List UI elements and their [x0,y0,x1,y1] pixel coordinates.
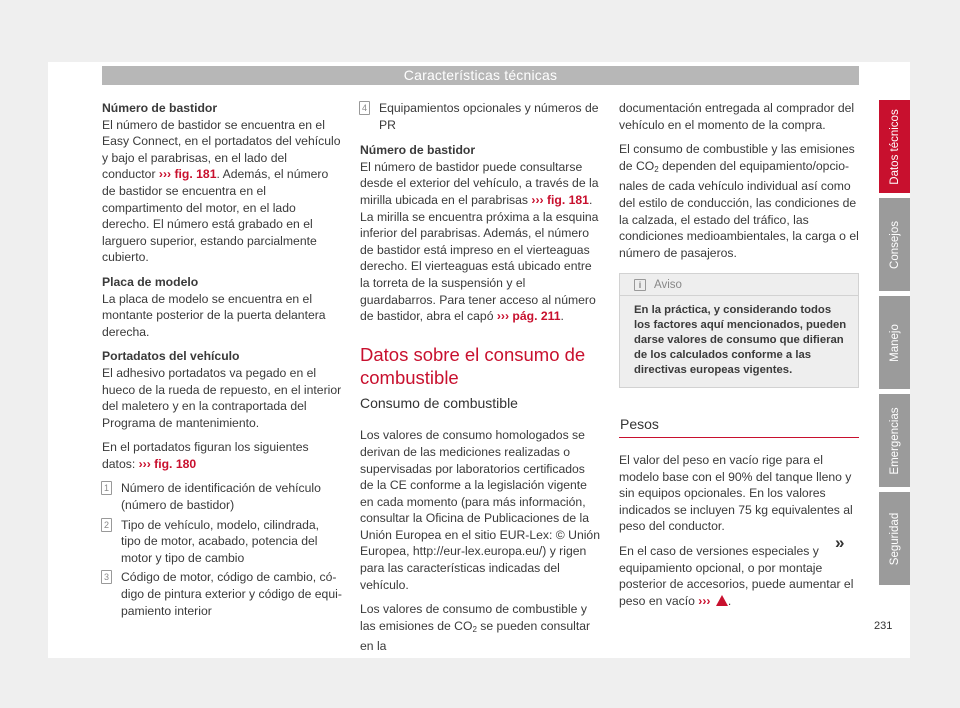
warning-link[interactable]: ››› [698,593,711,608]
pesos-heading-wrap [619,416,859,438]
number-badge: 1 [101,481,112,495]
aviso-title: Aviso [654,278,682,291]
section-heading-consumo: Datos sobre el consumo de combustible [360,343,586,388]
page-number: 231 [874,620,893,632]
heading-portadatos: Portadatos del vehículo [102,349,240,364]
paragraph-figuran: En el portadatos figuran los siguientes datos: ››› fig. 180 [102,440,309,471]
fig-180-link[interactable]: ››› fig. 180 [138,456,197,471]
number-badge: 4 [359,101,370,115]
fig-181-link-2[interactable]: ››› fig. 181 [531,192,589,207]
paragraph-bastidor: El número de bastidor se encuentra en el Easy Connect, en el portadatos del vehículo y bajo el parabrisas, en el lado del conductor ››› fig. 181. Además, el número de bastidor se encuentra en el compartimento del motor, en el lado derecho. El número está grabado en el larguero superior, estando parcialmente cubierto. [102,117,341,265]
list-item-2: 2 Tipo de vehículo, modelo, cilindrada, tipo de motor, acabado, potencia del motor y tipo de cambio [102,517,342,567]
subsection-heading-consumo: Consumo de combustible [360,394,518,411]
paragraph-placa: La placa de modelo se encuentra en el montante posterior de la puerta delantera derecha. [102,291,326,339]
heading-placa-modelo: Placa de modelo [102,274,199,289]
aviso-header [620,274,858,296]
warning-icon [716,595,728,606]
tab-datos-tecnicos[interactable]: Datos técnicos [879,100,910,193]
aviso-box [619,273,859,388]
paragraph-co2: El consumo de combustible y las emisiones de $CO_2$ dependen del equipamiento/opcionales de cada vehículo individual así como del estilo de conducción, las condiciones de la calzada, el estado del tráfico, las condiciones medioambientales, la carga o el número de pasajeros. [619,142,859,260]
column-2 [360,100,600,663]
number-badge: 2 [101,518,112,532]
section-heading-pesos: Pesos [619,416,859,438]
number-badge: 3 [101,570,112,584]
paragraph-portadatos: El adhesivo portadatos va pegado en el hueco de la rueda de repuesto, en el interior del maletero y en la contraportada del Programa de mantenimiento. [102,365,342,430]
tab-seguridad[interactable]: Seguridad [879,492,910,585]
heading-numero-bastidor-2: Número de bastidor [360,143,476,158]
paragraph-valores: Los valores de consumo homologados se derivan de las mediciones realizadas o supervisadas por laboratorios certificados de la CE conforme a la legislación vigente en cada momento (para más información, consultar la Oficina de Publicaciones de la Unión Europea en el sitio EUR-Lex: © Unión Europea, http://eur-lex.europa.eu/) y rigen para las características indicadas del vehículo. [360,428,600,592]
page-211-link[interactable]: ››› pág. 211 [496,309,561,324]
info-icon: i [634,279,646,291]
page-header: Características técnicas [102,66,859,85]
aviso-text: En la práctica, y considerando todos los factores aquí mencionados, pueden darse valores de consumo que difieran de los calculados conforme a las directivas europeas vigentes. [634,304,847,377]
tab-manejo[interactable]: Manejo [879,296,910,389]
list-item-4: 4 Equipamientos opcionales y números de PR [360,100,600,133]
paragraph-peso: El valor del peso en vacío rige para el modelo base con el 90% del tanque lleno y sin equipos opcionales. En los valores indicados se incluyen 75 kg equivalentes al peso del conductor. [619,452,853,534]
tab-emergencias[interactable]: Emergencias [879,394,910,487]
list-item-3: 3 Código de motor, código de cambio, código de pintura exterior y código de equipamiento interior [102,569,342,619]
tab-consejos[interactable]: Consejos [879,198,910,291]
column-3 [619,100,859,617]
paragraph-documentacion: documentación entregada al comprador del vehículo en el momento de la compra. [619,101,855,132]
list-item-1: 1 Número de identificación de vehículo (número de bastidor) [102,480,342,513]
continue-arrow-icon: » [835,533,845,552]
column-1 [102,100,342,622]
side-tabs [879,100,910,590]
fig-181-link[interactable]: ››› fig. 181 [158,167,217,182]
paragraph-bastidor-2: El número de bastidor puede consultarse desde el exterior del vehículo, a través de la mirilla ubicada en el parabrisas ››› fig. 181. La mirilla se encuentra próxima a la esquina inferior del parabrisas. Además, el número de bastidor está impreso en el vierteaguas derecho. El vierteaguas está ubicado entre la torreta de la suspensión y el guardabarros. Para tener acceso al número de bastidor, abra el capó ››› pág. 211. [360,159,599,324]
paragraph-versiones: En el caso de versiones especiales y equipamiento opcional, o por montaje posterior de accesorios, puede aumentar el peso en vacío ››› . [619,543,854,608]
heading-numero-bastidor: Número de bastidor [102,101,218,115]
paragraph-emisiones: Los valores de consumo de combustible y las emisiones de $CO_2$ se pueden consultar en la [360,602,591,654]
